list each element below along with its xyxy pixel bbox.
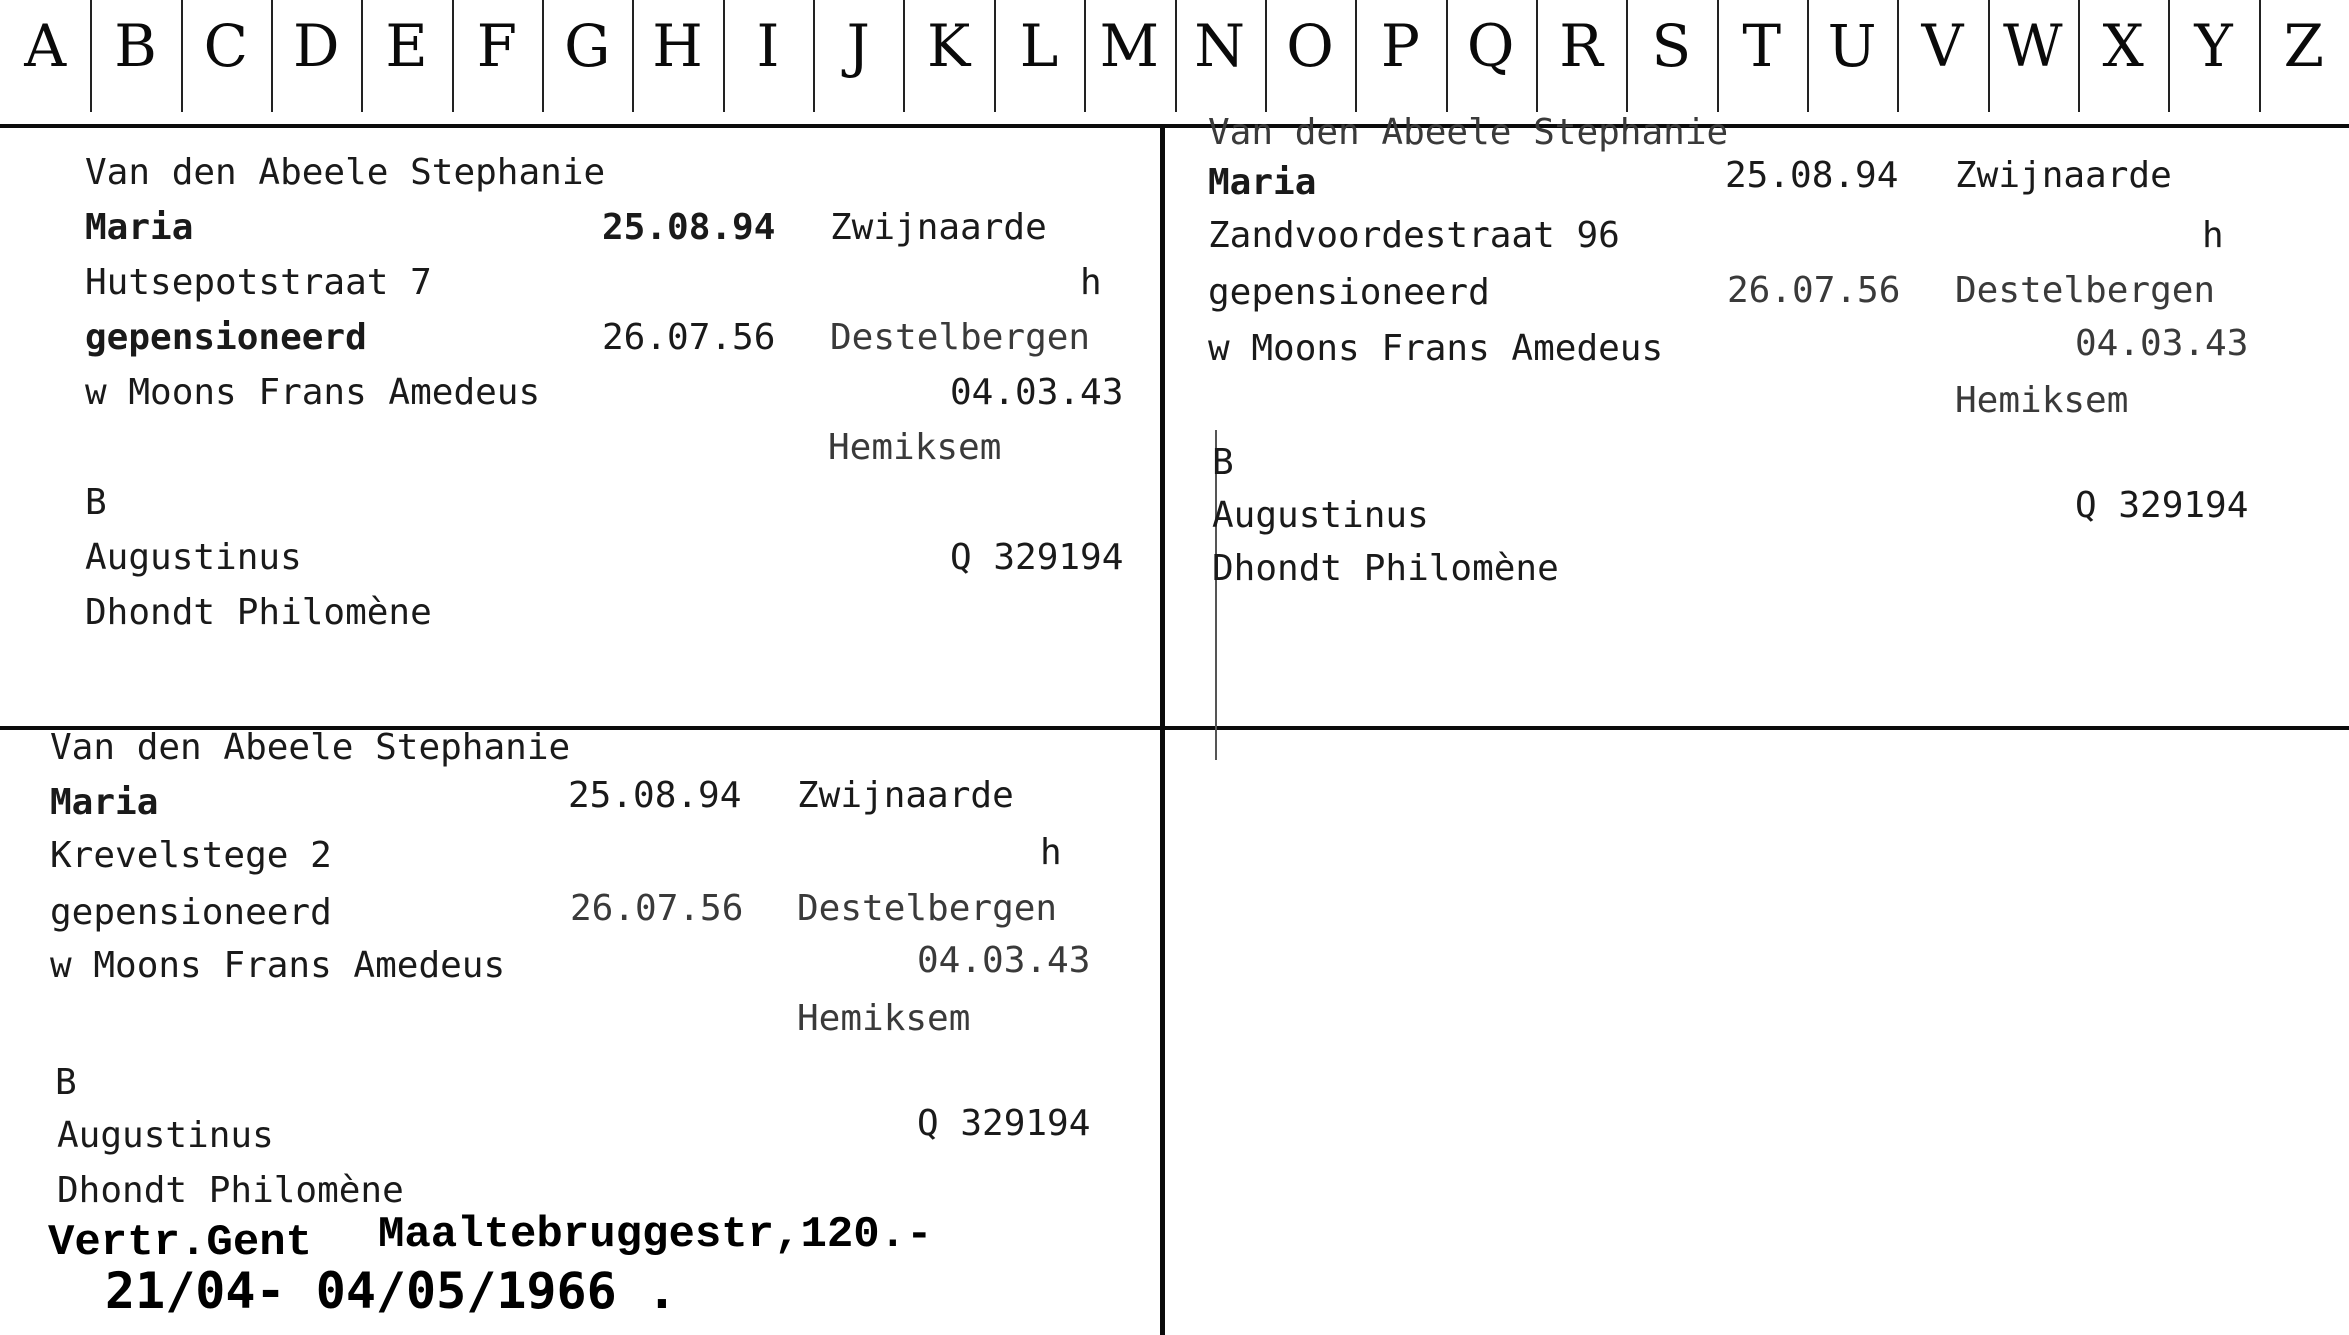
card-id-code: Q 329194 bbox=[950, 537, 1124, 578]
index-letter-e: E bbox=[385, 12, 428, 80]
index-letter-j: J bbox=[846, 12, 870, 80]
card-reg-date: 26.07.56 bbox=[602, 317, 776, 358]
index-letter-s: S bbox=[1651, 12, 1692, 80]
index-letter-g: G bbox=[564, 12, 611, 80]
index-letter-q: Q bbox=[1466, 12, 1515, 80]
card-status: h bbox=[2202, 215, 2224, 256]
card-spouse: w Moons Frans Amedeus bbox=[85, 372, 541, 413]
card-mother: Dhondt Philomène bbox=[57, 1170, 404, 1211]
index-letter-x: X bbox=[2102, 12, 2144, 80]
index-letter-n: N bbox=[1194, 12, 1246, 80]
card-spouse: w Moons Frans Amedeus bbox=[1208, 328, 1664, 369]
card-spouse-date: 04.03.43 bbox=[917, 940, 1091, 981]
index-letter-a: A bbox=[24, 12, 67, 80]
index-letter-b: B bbox=[114, 12, 157, 80]
card-reg-date: 26.07.56 bbox=[570, 888, 744, 929]
index-letter-w: W bbox=[2002, 12, 2063, 80]
stamp-line1-a: Vertr.Gent bbox=[48, 1218, 313, 1268]
card-birth-date: 25.08.94 bbox=[568, 775, 742, 816]
card-mother: Dhondt Philomène bbox=[1212, 548, 1559, 589]
card-id-code: Q 329194 bbox=[917, 1103, 1091, 1144]
index-letter-p: P bbox=[1380, 12, 1420, 80]
index-letter-c: C bbox=[203, 12, 249, 80]
card-occupation: gepensioneerd bbox=[85, 317, 367, 358]
card-birth-date: 25.08.94 bbox=[1725, 155, 1899, 196]
card-spouse-date: 04.03.43 bbox=[950, 372, 1124, 413]
card-spouse-place: Hemiksem bbox=[1955, 380, 2129, 421]
card-birth-place: Zwijnaarde bbox=[830, 207, 1047, 248]
stamp-line2: 21/04- 04/05/1966 . bbox=[105, 1262, 677, 1320]
index-letter-z: Z bbox=[2283, 12, 2324, 80]
card-spouse-date: 04.03.43 bbox=[2075, 323, 2249, 364]
index-letter-m: M bbox=[1099, 12, 1159, 80]
index-letter-d: D bbox=[292, 12, 340, 80]
card-reg-place: Destelbergen bbox=[797, 888, 1058, 929]
card-category: B bbox=[55, 1062, 77, 1103]
index-letter-l: L bbox=[1019, 12, 1059, 80]
index-letter-f: F bbox=[476, 12, 518, 80]
index-letter-i: I bbox=[756, 12, 780, 80]
card-given-name: Maria bbox=[85, 207, 194, 248]
card-father: Augustinus bbox=[85, 537, 302, 578]
index-letter-h: H bbox=[652, 12, 703, 80]
card-occupation: gepensioneerd bbox=[50, 892, 332, 933]
index-letter-t: T bbox=[1742, 12, 1782, 80]
card-category: B bbox=[1212, 442, 1234, 483]
card-spouse-place: Hemiksem bbox=[797, 998, 971, 1039]
card-category: B bbox=[85, 482, 107, 523]
card-reg-date: 26.07.56 bbox=[1727, 270, 1901, 311]
card-address: Hutsepotstraat 7 bbox=[85, 262, 432, 303]
index-letter-y: Y bbox=[2194, 12, 2233, 80]
card-name: Van den Abeele Stephanie bbox=[85, 152, 606, 193]
card-birth-place: Zwijnaarde bbox=[1955, 155, 2172, 196]
index-letter-r: R bbox=[1559, 12, 1603, 80]
card-bottom-left bbox=[0, 0, 1160, 1335]
card-reg-place: Destelbergen bbox=[830, 317, 1091, 358]
card-name: Van den Abeele Stephanie bbox=[1208, 112, 1729, 153]
card-reg-place: Destelbergen bbox=[1955, 270, 2216, 311]
index-letter-o: O bbox=[1286, 12, 1334, 80]
card-father: Augustinus bbox=[57, 1115, 274, 1156]
card-address: Krevelstege 2 bbox=[50, 835, 332, 876]
index-letter-k: K bbox=[926, 12, 971, 80]
card-birth-date: 25.08.94 bbox=[602, 207, 776, 248]
card-status: h bbox=[1040, 832, 1062, 873]
card-name: Van den Abeele Stephanie bbox=[50, 727, 571, 768]
stamp-line1-b: Maaltebruggestr,120.- bbox=[378, 1210, 933, 1260]
index-letter-v: V bbox=[1921, 12, 1964, 80]
card-birth-place: Zwijnaarde bbox=[797, 775, 1014, 816]
card-status: h bbox=[1080, 262, 1102, 303]
card-given-name: Maria bbox=[1208, 162, 1317, 203]
card-given-name: Maria bbox=[50, 782, 159, 823]
card-father: Augustinus bbox=[1212, 495, 1429, 536]
card-mother: Dhondt Philomène bbox=[85, 592, 432, 633]
card-id-code: Q 329194 bbox=[2075, 485, 2249, 526]
card-spouse-place: Hemiksem bbox=[828, 427, 1002, 468]
card-spouse: w Moons Frans Amedeus bbox=[50, 945, 506, 986]
card-address: Zandvoordestraat 96 bbox=[1208, 215, 1620, 256]
card-occupation: gepensioneerd bbox=[1208, 272, 1490, 313]
index-letter-u: U bbox=[1827, 12, 1877, 80]
